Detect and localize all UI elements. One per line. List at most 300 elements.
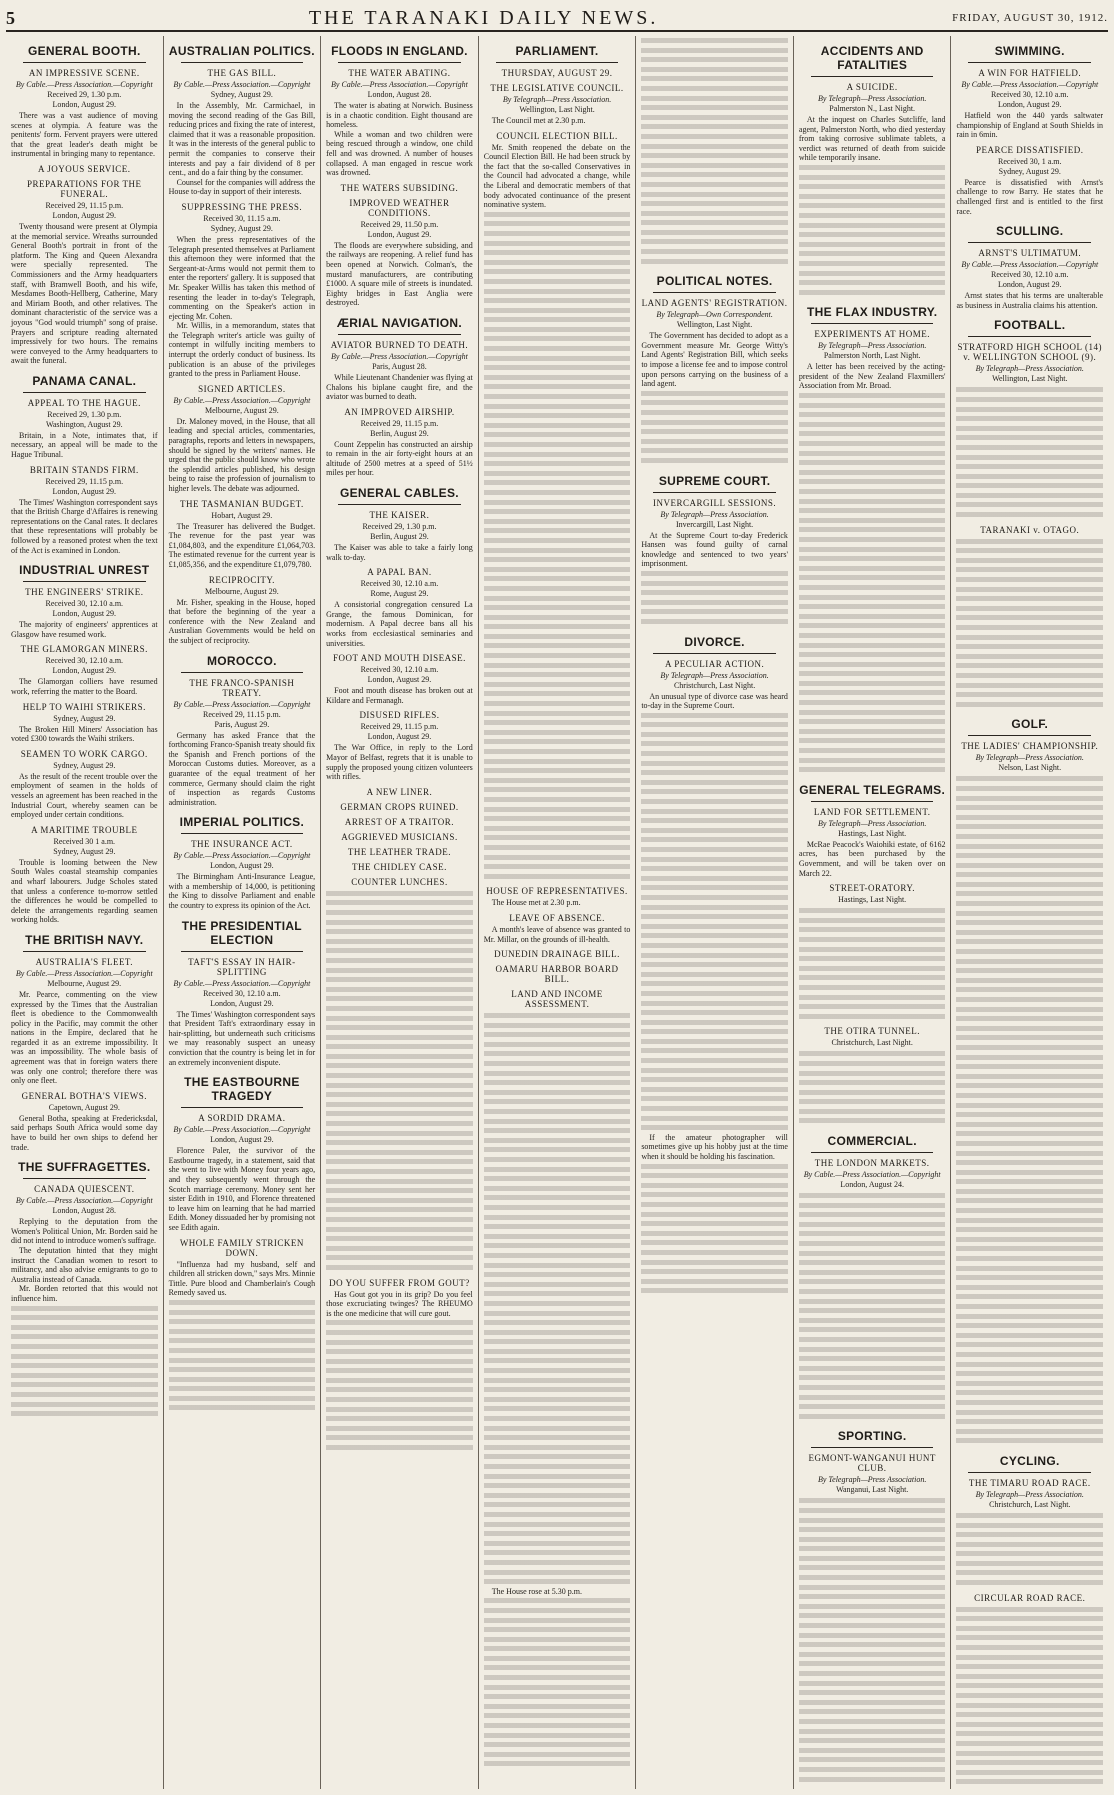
illegible-text-line	[484, 1270, 631, 1280]
illegible-text-line	[956, 1043, 1103, 1053]
illegible-text-line	[326, 1090, 473, 1100]
illegible-text-line	[326, 889, 473, 899]
illegible-text-line	[799, 983, 946, 993]
section-heading: CYCLING.	[999, 1453, 1060, 1468]
received-line: Received 29, 1.30 p.m.	[47, 90, 122, 99]
illegible-text-line	[484, 833, 631, 843]
illegible-text-line	[484, 1711, 631, 1721]
illegible-text-line	[484, 1673, 631, 1683]
illegible-text-line	[799, 1201, 946, 1211]
article-paragraph: The Times' Washington correspondent says that the British Charge d'Affaires is renewing representations on the Canal rates. It declares that these representations will probably be followed by a reasoned protest when the text of the Act is examined in London.	[11, 497, 158, 555]
article-paragraph: Trouble is looming between the New South Wales coastal steamship companies and wharf labourers. Judge Scholes stated that unless a conference to-morrow settled the differences he would be compelled to delete the arrangements regarding seamen working holds.	[11, 857, 158, 925]
illegible-text-line	[484, 1356, 631, 1366]
illegible-text-line	[484, 862, 631, 872]
dateline: Hobart, August 29.	[211, 510, 273, 520]
article-paragraph: If the amateur photographer will sometimes give up his hobby just at the time when it should be holding his fascination.	[641, 1132, 788, 1161]
illegible-text-line	[484, 680, 631, 690]
dateline: Paris, August 29.	[214, 719, 270, 729]
illegible-text-line	[326, 1424, 473, 1434]
illegible-text-line	[956, 1302, 1103, 1312]
illegible-text-line	[956, 385, 1103, 395]
subheading: LAND AND INCOME ASSESSMENT.	[511, 989, 603, 1010]
illegible-text-line	[641, 1229, 788, 1239]
illegible-text-line	[956, 1254, 1103, 1264]
illegible-text-line	[484, 1548, 631, 1558]
received-line: Received 30, 12.10 a.m.	[360, 665, 439, 675]
received-line: Received 29, 11.15 p.m.	[203, 709, 281, 719]
illegible-text-line	[641, 1066, 788, 1076]
illegible-text-line	[641, 1238, 788, 1248]
illegible-text-line	[956, 1369, 1103, 1379]
illegible-text-line	[956, 899, 1103, 909]
dateline: London, August 29.	[367, 732, 432, 742]
illegible-text-line	[799, 602, 946, 612]
illegible-text-line	[641, 1037, 788, 1047]
illegible-text-line	[641, 893, 788, 903]
illegible-text-line	[641, 759, 788, 769]
illegible-text-line	[956, 1701, 1103, 1711]
illegible-text-line	[484, 1558, 631, 1568]
subheading: COUNTER LUNCHES.	[351, 876, 448, 887]
received-line: Received 29, 11.15 p.m.	[45, 200, 124, 210]
subheading: LAND FOR SETTLEMENT.	[813, 806, 931, 817]
dateline: Melbourne, August 29.	[47, 978, 122, 988]
column-6	[794, 36, 952, 1789]
subheading: AUSTRALIA'S FLEET.	[35, 956, 134, 967]
illegible-text-line	[484, 507, 631, 517]
illegible-text-line	[326, 1157, 473, 1167]
illegible-text-line	[641, 807, 788, 817]
illegible-text-line	[641, 787, 788, 797]
illegible-text-line	[799, 173, 946, 183]
illegible-text-line	[484, 1299, 631, 1309]
illegible-text-line	[484, 1433, 631, 1443]
illegible-text-line	[11, 1342, 158, 1352]
illegible-text-line	[641, 456, 788, 466]
illegible-text-line	[799, 1210, 946, 1220]
illegible-text-line	[641, 46, 788, 56]
heading-rule	[811, 801, 934, 802]
subheading: EXPERIMENTS AT HOME.	[814, 329, 930, 340]
illegible-text-line	[956, 1521, 1103, 1531]
illegible-text-line	[641, 1200, 788, 1210]
illegible-text-line	[641, 826, 788, 836]
illegible-text-line	[641, 218, 788, 228]
illegible-text-line	[641, 1114, 788, 1124]
illegible-text-line	[956, 395, 1103, 405]
article-paragraph: As the result of the recent trouble over the employment of seamen in the holds of vessels an agreement has been reached in the Industrial Court, whereby seamen can be employed under certain conditions.	[11, 771, 158, 820]
byline: By Cable.—Press Association.—Copyright	[803, 1170, 941, 1180]
illegible-text-line	[799, 458, 946, 468]
subheading: COUNCIL ELECTION BILL.	[496, 130, 618, 141]
subheading: WHOLE FAMILY STRICKEN DOWN.	[179, 1237, 304, 1258]
heading-rule	[23, 951, 146, 952]
byline: By Cable.—Press Association.—Copyright	[961, 260, 1099, 270]
illegible-text-line	[484, 296, 631, 306]
dateline: Wellington, Last Night.	[519, 105, 595, 114]
illegible-text-line	[799, 1516, 946, 1526]
illegible-text-line	[484, 661, 631, 671]
illegible-text-line	[799, 1258, 946, 1268]
illegible-text-line	[641, 1248, 788, 1258]
article-paragraph: Dr. Maloney moved, in the House, that all leading and special articles, commentaries, paragraphs, reports and letters in newspapers, should be signed by the writers' names. He urged that the public should know who wrote the splendid articles published, his design being to raise the profession of journalism to higher levels. The debate was adjourned.	[168, 416, 316, 493]
illegible-text-line	[326, 1347, 473, 1357]
subheading: A PAPAL BAN.	[367, 567, 432, 578]
dateline: Christchurch, Last Night.	[673, 680, 756, 690]
section-heading: PANAMA CANAL.	[32, 373, 137, 388]
illegible-text-line	[641, 1190, 788, 1200]
dateline: London, August 29.	[52, 666, 117, 676]
illegible-text-line	[484, 689, 631, 699]
illegible-text-line	[641, 912, 788, 922]
illegible-text-line	[326, 1186, 473, 1196]
illegible-text-line	[484, 536, 631, 546]
article-paragraph: While a woman and two children were being rescued through a window, one child fell and was drowned. A number of houses collapsed. A man engaged in rescue work was drowned.	[326, 129, 473, 178]
illegible-text-line	[956, 575, 1103, 585]
illegible-text-line	[484, 1606, 631, 1616]
illegible-text-line	[484, 526, 631, 536]
illegible-text-line	[799, 269, 946, 279]
illegible-text-line	[484, 1193, 631, 1203]
illegible-text-line	[641, 180, 788, 190]
illegible-text-line	[641, 151, 788, 161]
illegible-text-line	[169, 1327, 316, 1337]
column-1	[6, 36, 164, 1789]
byline: By Telegraph—Press Association.	[817, 818, 927, 828]
article-paragraph: A letter has been received by the acting-president of the New Zealand Flaxmillers' Association from Mr. Broad.	[798, 362, 946, 391]
heading-rule	[23, 1178, 146, 1179]
dateline: Capetown, August 29.	[48, 1102, 120, 1112]
illegible-text-line	[799, 593, 946, 603]
dateline: London, August 28.	[52, 1206, 117, 1216]
illegible-text-line	[326, 1385, 473, 1395]
illegible-text-line	[484, 1443, 631, 1453]
illegible-text-line	[641, 845, 788, 855]
illegible-text-line	[326, 1318, 473, 1328]
illegible-text-line	[956, 556, 1103, 566]
illegible-text-line	[326, 1205, 473, 1215]
illegible-text-line	[799, 1640, 946, 1650]
illegible-text-line	[956, 1614, 1103, 1624]
illegible-text-line	[799, 391, 946, 401]
illegible-text-line	[484, 1625, 631, 1635]
illegible-text-line	[484, 1069, 631, 1079]
illegible-text-line	[641, 199, 788, 209]
illegible-text-line	[956, 774, 1103, 784]
illegible-text-line	[956, 1129, 1103, 1139]
illegible-text-line	[956, 842, 1103, 852]
illegible-text-line	[484, 450, 631, 460]
illegible-text-line	[169, 1394, 316, 1404]
illegible-text-line	[641, 1210, 788, 1220]
subheading: THE FRANCO-SPANISH TREATY.	[189, 677, 295, 698]
section-heading: ACCIDENTS AND FATALITIES	[820, 44, 924, 72]
subheading: A WIN FOR HATFIELD.	[978, 68, 1082, 78]
article-paragraph: The Times' Washington correspondent says that President Taft's extraordinary essay in hair-splitting, but underneath such criticisms we may reasonably suspect an uneasy conviction that the country is being let in for an extremely inconvenient dispute.	[168, 1009, 316, 1067]
illegible-text-line	[956, 1749, 1103, 1759]
illegible-text-line	[326, 1148, 473, 1158]
illegible-text-line	[484, 1347, 631, 1357]
illegible-text-line	[799, 554, 946, 564]
article-paragraph: Mr. Willis, in a memorandum, states that the Telegraph writer's article was guilty of contempt in wilfully inciting members to interrupt the orderly conduct of business. Its publication is an abuse of the privileges granted to the press in Parliament House.	[168, 321, 316, 379]
heading-rule	[181, 672, 304, 673]
illegible-text-line	[484, 1232, 631, 1242]
illegible-text-line	[956, 481, 1103, 491]
article-paragraph: The floods are everywhere subsiding, and the railways are reopening. A relief fund has been opened at Norwich. Colman's, the mustard manufacturers, are contributing £1000. A square mile of streets is inundated. Eighty bridges in East Anglia were destroyed.	[326, 240, 473, 308]
illegible-text-line	[799, 1049, 946, 1059]
illegible-text-line	[956, 1283, 1103, 1293]
illegible-text-line	[641, 931, 788, 941]
received-line: Received 30, 11.15 a.m.	[203, 213, 281, 223]
illegible-text-line	[799, 240, 946, 250]
illegible-text-line	[956, 1110, 1103, 1120]
section-heading: INDUSTRIAL UNREST	[19, 563, 150, 578]
illegible-text-line	[484, 1280, 631, 1290]
illegible-text-line	[799, 954, 946, 964]
dateline: Melbourne, August 29.	[204, 586, 279, 596]
article-paragraph: While Lieutenant Chandenier was flying at Chalons his biplane caught fire, and the aviator was burned to death.	[326, 372, 473, 402]
article-paragraph: In the Assembly, Mr. Carmichael, in moving the second reading of the Gas Bill, reducing prices and fixing the rate of interest, claimed that it was a reasonable proposition. It was in the interests of the general public to permit the companies to conserve their interests and pay a fair dividend of 8 per cent., and do a fair thing by the consumer.	[168, 101, 316, 178]
illegible-text-line	[641, 588, 788, 598]
illegible-text-line	[484, 344, 631, 354]
article-paragraph: Counsel for the companies will address the House to-day in support of their interests.	[168, 177, 316, 197]
dateline: Berlin, August 29.	[370, 428, 429, 438]
subheading: PEARCE DISSATISFIED.	[976, 144, 1084, 155]
illegible-text-line	[326, 966, 473, 976]
illegible-text-line	[641, 778, 788, 788]
article-paragraph: The Birmingham Anti-Insurance League, with a membership of 14,000, is petitioning the King to dissolve Parliament and enable the country to express its opinion of the Act.	[168, 872, 316, 911]
illegible-text-line	[484, 641, 631, 651]
illegible-text-line	[641, 999, 788, 1009]
illegible-text-line	[641, 617, 788, 627]
article-paragraph: The Government has decided to adopt as a Government measure Mr. George Witty's Land Agents' Registration Bill, which seeks to impose a license fee and to impose control upon persons carrying on the business of a land agent.	[641, 331, 788, 389]
illegible-text-line	[799, 1650, 946, 1660]
article-paragraph: Has Gout got you in its grip? Do you feel those excruciating twinges? The RHEUMO is the one medicine that will cure gout.	[326, 1289, 473, 1318]
illegible-text-line	[641, 989, 788, 999]
illegible-text-line	[641, 1181, 788, 1191]
illegible-text-line	[956, 1292, 1103, 1302]
illegible-text-line	[799, 1698, 946, 1708]
subheading: THE LONDON MARKETS.	[814, 1158, 930, 1169]
dateline: Paris, August 28.	[372, 361, 427, 371]
illegible-text-line	[484, 795, 631, 805]
illegible-text-line	[956, 661, 1103, 671]
illegible-text-line	[799, 1611, 946, 1621]
illegible-text-line	[799, 765, 946, 775]
illegible-text-line	[641, 883, 788, 893]
illegible-text-line	[484, 1529, 631, 1539]
section-heading: THE PRESIDENTIAL ELECTION	[181, 918, 302, 947]
byline: By Telegraph—Press Association.	[660, 509, 769, 519]
section-heading: THE SUFFRAGETTES.	[18, 1160, 151, 1175]
illegible-text-line	[169, 1375, 316, 1385]
illegible-text-line	[956, 880, 1103, 890]
article-paragraph: Mr. Smith reopened the debate on the Council Election Bill. He had been struck by the fact that the so-called Conservatives in the Council had advocated a change, while the Liberal and democratic members of that body advocated continuance of the present nominative system.	[483, 142, 631, 210]
subheading: AVIATOR BURNED TO DEATH.	[330, 339, 469, 350]
illegible-text-line	[956, 1729, 1103, 1739]
illegible-text-line	[169, 1308, 316, 1318]
subheading: OAMARU HARBOR BOARD BILL.	[495, 964, 619, 985]
illegible-text-line	[641, 1094, 788, 1104]
article-paragraph: The War Office, in reply to the Lord Mayor of Belfast, regrets that it is unable to supply the proposed young citizen volunteers with rifles.	[326, 743, 473, 782]
illegible-text-line	[799, 516, 946, 526]
illegible-text-line	[326, 1405, 473, 1415]
illegible-text-line	[641, 730, 788, 740]
illegible-text-line	[799, 429, 946, 439]
subheading: PREPARATIONS FOR THE FUNERAL.	[27, 178, 142, 199]
illegible-text-line	[641, 103, 788, 113]
illegible-text-line	[956, 1436, 1103, 1446]
article-paragraph: Arnst states that his terms are unalterable as business in Australia claims his attention.	[956, 291, 1104, 310]
illegible-text-line	[326, 1081, 473, 1091]
illegible-text-line	[169, 1356, 316, 1366]
illegible-text-line	[956, 1559, 1103, 1569]
illegible-text-line	[799, 249, 946, 259]
article-paragraph: Count Zeppelin has constructed an airship to remain in the air forty-eight hours at an altitude of 2500 metres at a speed of 51½ miles per hour.	[326, 439, 473, 478]
dateline: London, August 29.	[210, 998, 274, 1008]
illegible-text-line	[799, 420, 946, 430]
subheading: GENERAL BOTHA'S VIEWS.	[21, 1090, 147, 1101]
illegible-text-line	[956, 1408, 1103, 1418]
dateline: Sydney, August 29.	[210, 90, 273, 99]
illegible-text-line	[326, 1253, 473, 1263]
illegible-text-line	[956, 1739, 1103, 1749]
byline: By Telegraph—Press Association.	[817, 341, 927, 351]
subheading: DISUSED RIFLES.	[359, 710, 440, 721]
illegible-text-line	[799, 1544, 946, 1554]
article-paragraph: Mr. Fisher, speaking in the House, hoped that before the beginning of the year a conference with the New Zealand and Australian Governments would be held on the subject of reciprocity.	[168, 597, 316, 645]
illegible-text-line	[956, 1350, 1103, 1360]
article-paragraph: At the inquest on Charles Sutcliffe, land agent, Palmerston North, who died yesterday from taking corrosive sublimate tablets, a verdict was returned of death from suicide while temporarily insane.	[798, 115, 946, 163]
illegible-text-line	[326, 994, 473, 1004]
illegible-text-line	[484, 373, 631, 383]
dateline: Hastings, Last Night.	[838, 828, 907, 838]
illegible-text-line	[11, 1400, 158, 1410]
column-5	[636, 36, 794, 1789]
illegible-text-line	[484, 1261, 631, 1271]
subheading: AN IMPROVED AIRSHIP.	[344, 406, 455, 417]
illegible-text-line	[799, 1297, 946, 1307]
illegible-text-line	[484, 613, 631, 623]
illegible-text-line	[956, 937, 1103, 947]
subheading: STRATFORD HIGH SCHOOL (14) v. WELLINGTON SCHOOL (9).	[957, 342, 1102, 363]
article-paragraph: The Council met at 2.30 p.m.	[491, 116, 586, 125]
illegible-text-line	[956, 510, 1103, 520]
illegible-text-line	[169, 1298, 316, 1308]
byline: By Cable.—Press Association.—Copyright	[173, 699, 311, 709]
article-paragraph: The Kaiser was able to take a fairly long walk to-day.	[326, 543, 473, 562]
illegible-text-line	[799, 1097, 946, 1107]
illegible-text-line	[956, 1196, 1103, 1206]
subheading: DUNEDIN DRAINAGE BILL.	[494, 949, 620, 960]
illegible-text-line	[326, 1129, 473, 1139]
page-number: 5	[6, 7, 15, 28]
illegible-text-line	[956, 433, 1103, 443]
illegible-text-line	[484, 1683, 631, 1693]
illegible-text-line	[484, 785, 631, 795]
illegible-text-line	[484, 248, 631, 258]
illegible-text-line	[484, 1721, 631, 1731]
byline: By Telegraph—Press Association.	[817, 1475, 927, 1485]
illegible-text-line	[956, 1312, 1103, 1322]
illegible-text-line	[11, 1371, 158, 1381]
illegible-text-line	[956, 1578, 1103, 1588]
illegible-text-line	[799, 660, 946, 670]
section-heading: SCULLING.	[996, 224, 1064, 239]
illegible-text-line	[641, 446, 788, 456]
illegible-text-line	[956, 1024, 1103, 1034]
illegible-text-line	[326, 1023, 473, 1033]
heading-rule	[23, 581, 146, 582]
illegible-text-line	[956, 822, 1103, 832]
dateline: Rome, August 29.	[370, 589, 429, 599]
illegible-text-line	[641, 84, 788, 94]
illegible-text-line	[799, 1316, 946, 1326]
illegible-text-line	[484, 1510, 631, 1520]
illegible-text-line	[799, 1707, 946, 1717]
subheading: A JOYOUS SERVICE.	[38, 163, 131, 174]
illegible-text-line	[799, 1107, 946, 1117]
illegible-text-line	[326, 898, 473, 908]
illegible-text-line	[326, 1061, 473, 1071]
illegible-text-line	[484, 1107, 631, 1117]
illegible-text-line	[799, 288, 946, 298]
illegible-text-line	[11, 1361, 158, 1371]
illegible-text-line	[11, 1323, 158, 1333]
illegible-text-line	[484, 1213, 631, 1223]
illegible-text-line	[641, 1286, 788, 1296]
illegible-text-line	[799, 1345, 946, 1355]
illegible-text-line	[484, 402, 631, 412]
illegible-text-line	[484, 1520, 631, 1530]
dateline: Palmerston N., Last Night.	[829, 104, 916, 113]
illegible-text-line	[484, 1414, 631, 1424]
illegible-text-line	[326, 1042, 473, 1052]
article-paragraph: When the press representatives of the Telegraph presented themselves at Parliament this afternoon they were informed that the Sergeant-at-Arms would not permit them to enter the reporters' gallery. It is supposed that Mr. Speaker Willis has taken this method of resenting the leader in to-day's Telegraph, commenting on the Speaker's action in ejecting Mr. Cohen.	[168, 234, 316, 321]
illegible-text-line	[484, 1663, 631, 1673]
illegible-text-line	[956, 976, 1103, 986]
byline: By Telegraph—Press Association.	[975, 364, 1084, 374]
illegible-text-line	[956, 546, 1103, 556]
article-paragraph: "Influenza had my husband, self and children all stricken down," says Mrs. Minnie Tittle. Pure blood and Chamberlain's Cough Remedy saved us.	[168, 1259, 316, 1298]
dateline: Berlin, August 29.	[370, 532, 429, 542]
illegible-text-line	[956, 1624, 1103, 1634]
received-line: Received 29, 11.50 p.m.	[360, 219, 439, 229]
illegible-text-line	[799, 1393, 946, 1403]
illegible-text-line	[641, 855, 788, 865]
illegible-text-line	[956, 537, 1103, 547]
illegible-text-line	[484, 1289, 631, 1299]
subheading: HELP TO WAIHI STRIKERS.	[22, 701, 146, 712]
illegible-text-line	[641, 816, 788, 826]
illegible-text-line	[799, 641, 946, 651]
heading-rule	[181, 62, 304, 63]
heading-rule	[496, 62, 619, 63]
subheading: HOUSE OF REPRESENTATIVES.	[486, 886, 628, 897]
illegible-text-line	[484, 277, 631, 287]
article-paragraph: The deputation hinted that they might instruct the Canadian women to resort to militancy, and also advise emigrants to go to Australia instead of Canada.	[11, 1246, 158, 1284]
illegible-text-line	[956, 909, 1103, 919]
section-heading: AUSTRALIAN POLITICS.	[168, 44, 315, 58]
illegible-text-line	[641, 797, 788, 807]
illegible-text-line	[799, 612, 946, 622]
section-heading: SPORTING.	[837, 1429, 907, 1444]
illegible-text-line	[484, 1126, 631, 1136]
dateline: Sydney, August 29.	[53, 713, 116, 723]
illegible-text-line	[326, 1196, 473, 1206]
illegible-text-line	[799, 230, 946, 240]
illegible-text-line	[484, 1692, 631, 1702]
